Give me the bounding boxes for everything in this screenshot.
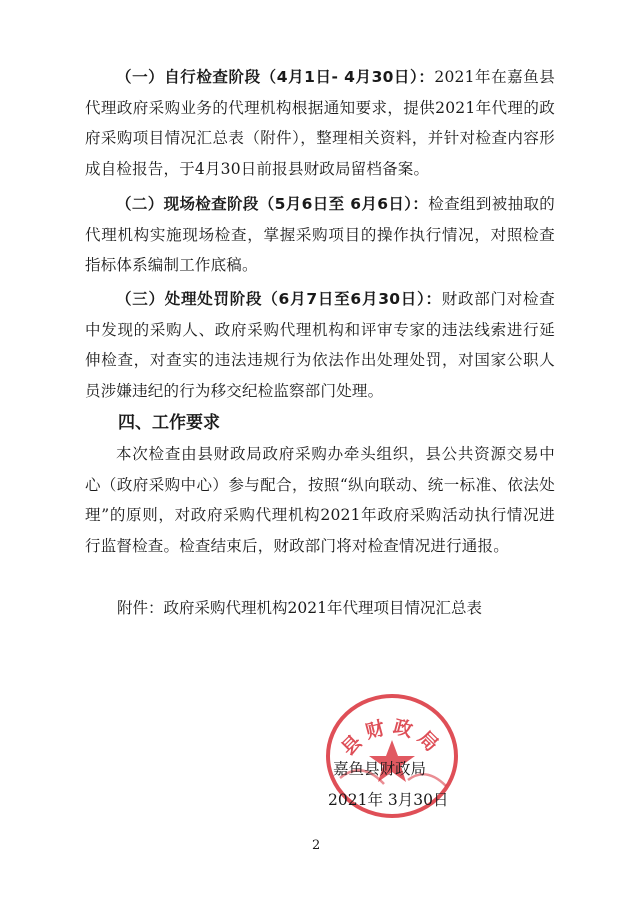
attachment-note: 附件：政府采购代理机构2021年代理项目情况汇总表 bbox=[117, 599, 482, 617]
stage-penalty-title: （三）处理处罚阶段（6月7日至6月30日）： bbox=[116, 290, 442, 308]
stage-self-check bbox=[85, 62, 555, 184]
stage-penalty bbox=[85, 284, 555, 406]
section-requirements-body: 本次检查由县财政局政府采购办牵头组织，县公共资源交易中心（政府采购中心）参与配合，按照“纵向联动、统一标准、依法处理”的原则，对政府采购代理机构2021年政府采购活动执行情况进行监督检查。检查结束后，财政部门将对检查情况进行通报。 bbox=[85, 445, 555, 555]
stage-onsite-check-body: 检查组到被抽取的代理机构实施现场检查，掌握采购项目的操作执行情况，对照检查指标体系编制工作底稿。 bbox=[85, 195, 556, 274]
signature-organization: 嘉鱼县财政局 bbox=[333, 760, 427, 778]
seal-text: 县财政局 bbox=[337, 715, 447, 761]
signature-date: 2021年 3月30日 bbox=[328, 791, 449, 809]
section-heading-requirements: 四、工作要求 bbox=[118, 413, 220, 433]
stage-self-check-title: （一）自行检查阶段（4月1日- 4月30日）： bbox=[116, 68, 435, 86]
page-number: 2 bbox=[312, 838, 321, 853]
stage-onsite-check bbox=[85, 189, 555, 281]
stage-self-check-body: 2021年在嘉鱼县代理政府采购业务的代理机构根据通知要求，提供2021年代理的政府采购项目情况汇总表（附件），整理相关资料，并针对检查内容形成自检报告，于4月30日前报县财政局留档备案。 bbox=[85, 68, 556, 178]
stage-onsite-check-title: （二）现场检查阶段（5月6日至 6月6日）： bbox=[116, 195, 429, 213]
stage-penalty-body: 财政部门对检查中发现的采购人、政府采购代理机构和评审专家的违法线索进行延伸检查，对查实的违法违规行为依法作出处理处罚，对国家公职人员涉嫌违纪的行为移交纪检监察部门处理。 bbox=[85, 290, 556, 400]
